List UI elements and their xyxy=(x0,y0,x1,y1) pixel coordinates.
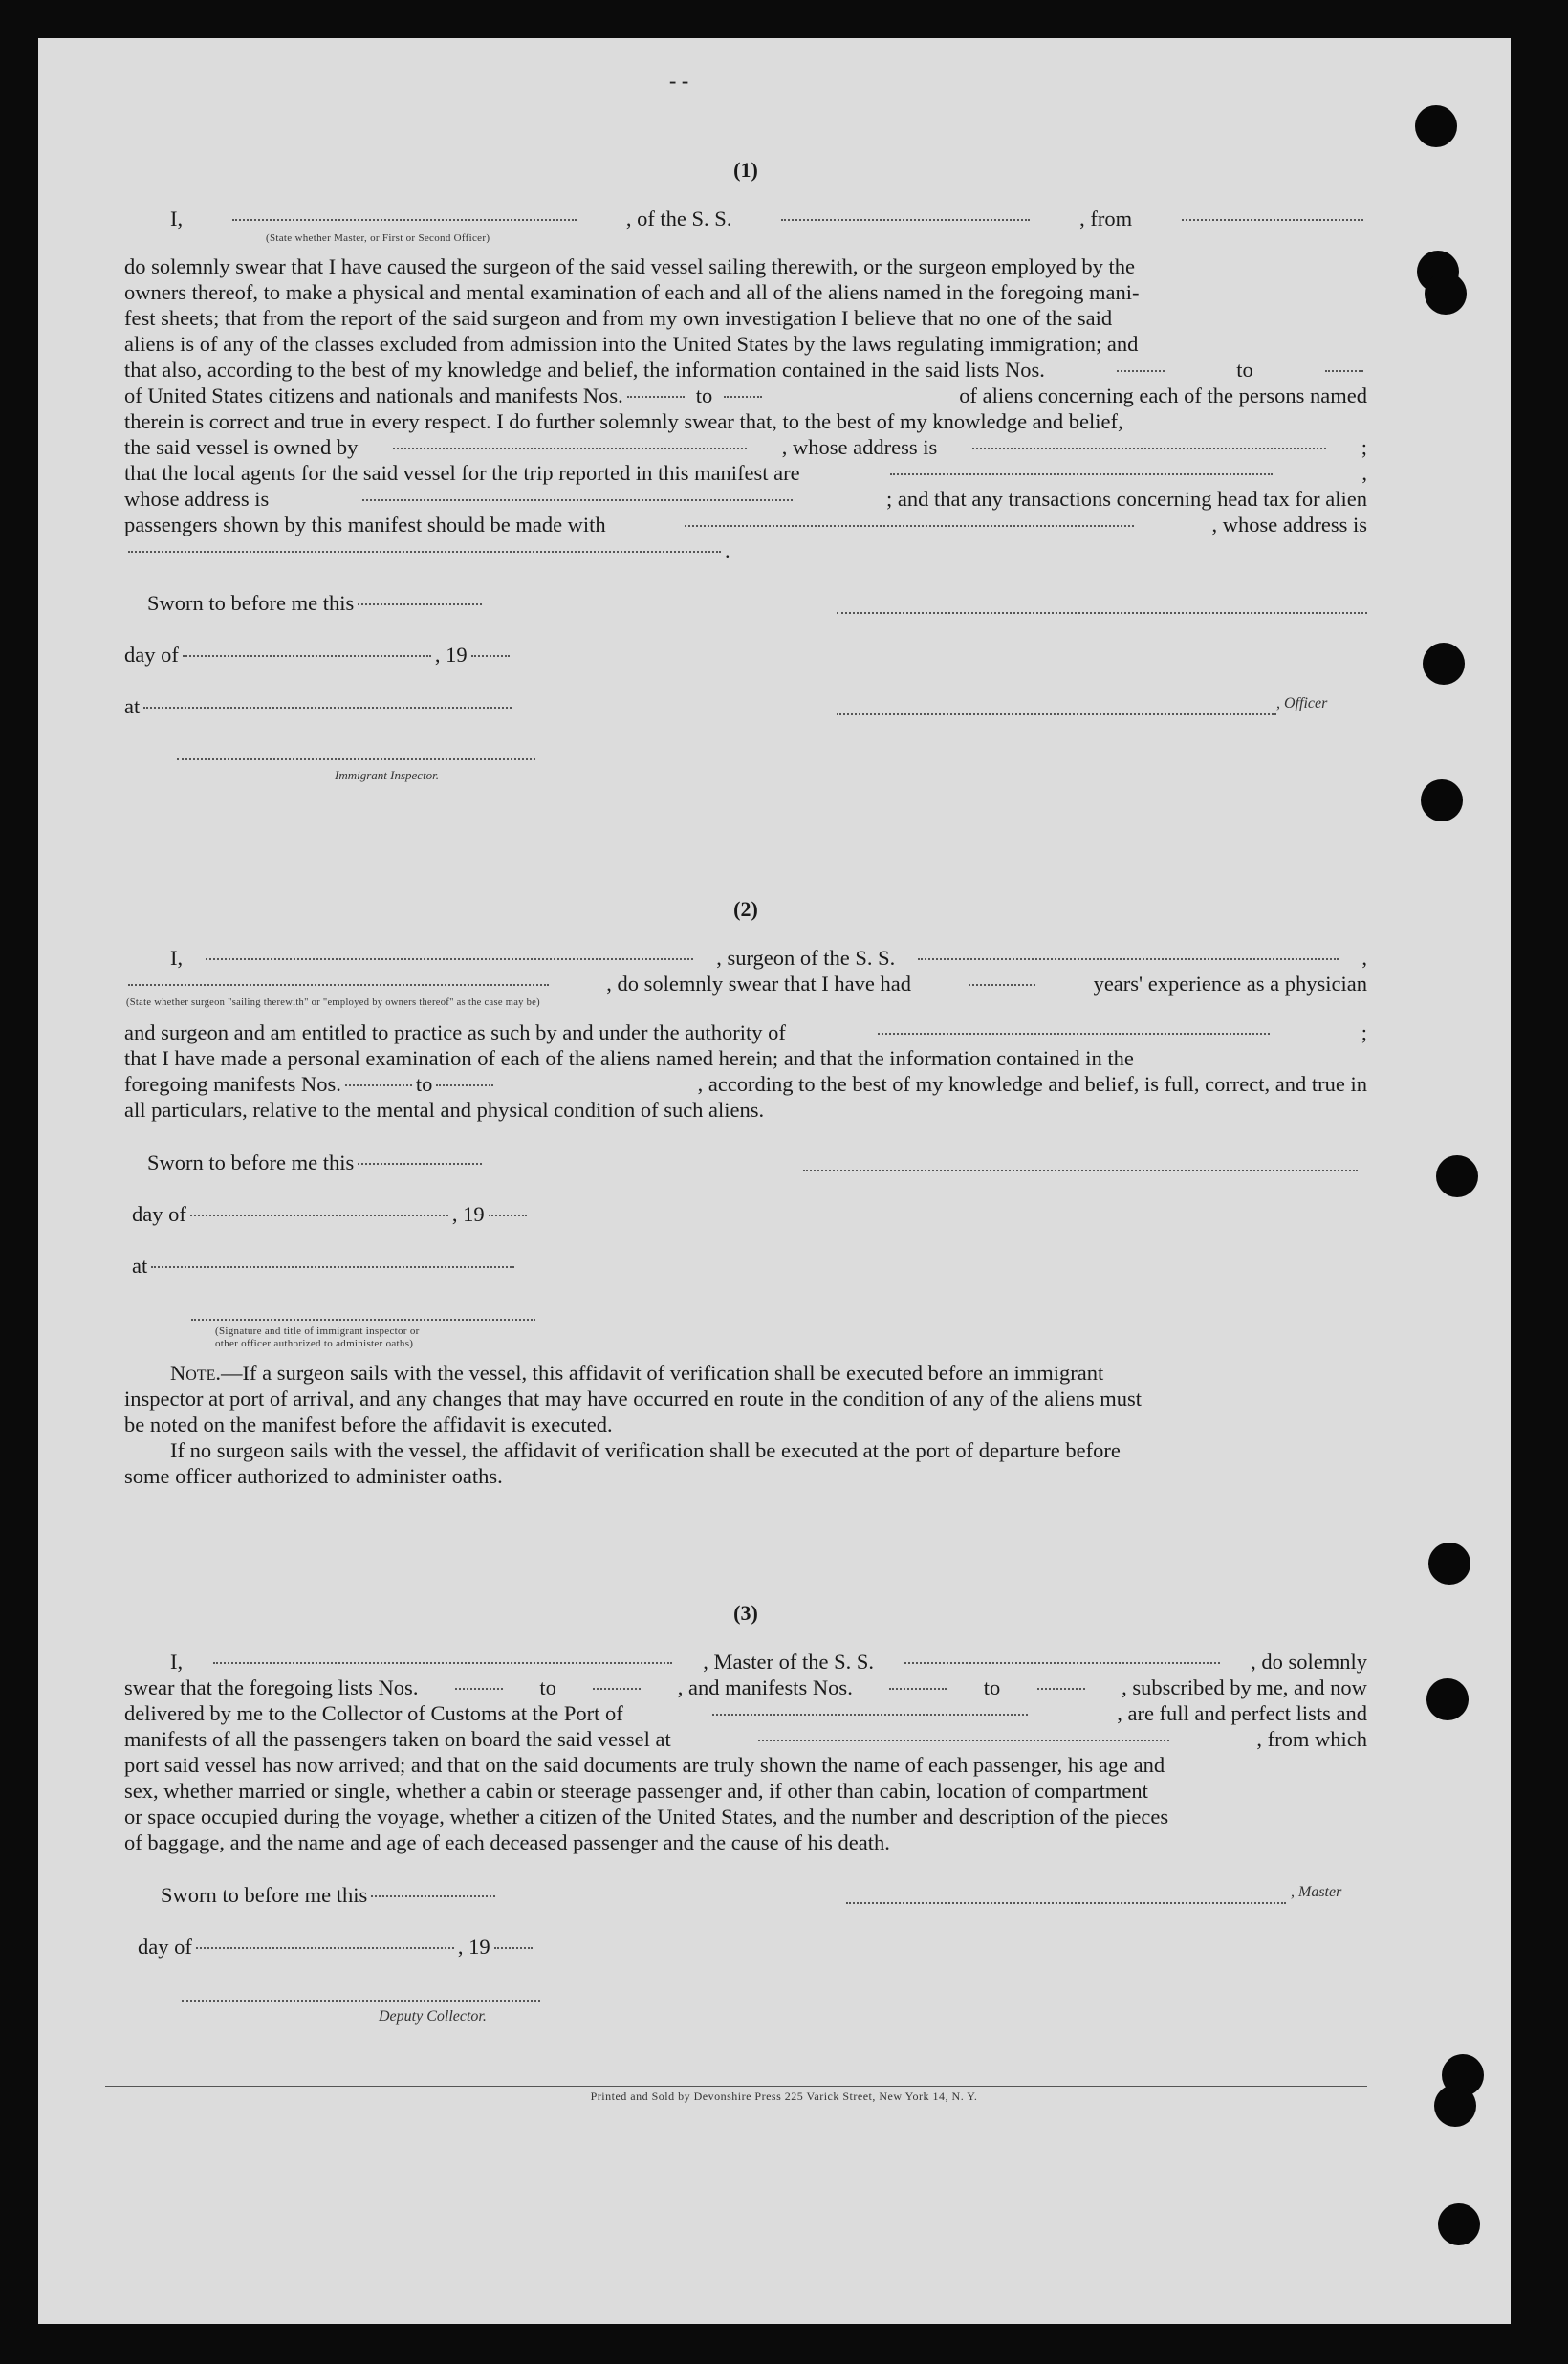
s2-year-field[interactable] xyxy=(489,1214,527,1216)
s2-at-field[interactable] xyxy=(151,1265,514,1268)
lists-to-field[interactable] xyxy=(1325,369,1363,372)
s2-note-line-2: inspector at port of arrival, and any changes that may have occurred en route in the condition of any of the aliens must xyxy=(124,1387,1143,1411)
s1-line-10: that the local agents for the said vessel for the trip reported in this manifest are , xyxy=(124,461,1367,485)
officer-label: , Officer xyxy=(1276,695,1328,711)
s2-note-line-1: Note. —If a surgeon sails with the vessel, this affidavit of verification shall be executed before an immigrant xyxy=(170,1361,1104,1385)
s2-officer-line[interactable] xyxy=(191,1318,535,1321)
s3-line-3: delivered by me to the Collector of Customs at the Port of , are full and perfect lists and xyxy=(124,1701,1367,1725)
head-tax-address-field[interactable] xyxy=(128,550,721,553)
owner-address-field[interactable] xyxy=(972,447,1326,449)
vessel-field[interactable] xyxy=(781,218,1030,221)
s1-line-11: whose address is ; and that any transactions concerning head tax for alien xyxy=(124,487,1367,511)
master-name-field[interactable] xyxy=(213,1661,672,1664)
punch-hole-6 xyxy=(1436,1155,1478,1197)
s1-line-3: owners thereof, to make a physical and mental examination of each and all of the aliens named in the foregoing mani- xyxy=(124,280,1140,304)
s3-line-5: port said vessel has now arrived; and that on the said documents are truly shown the name of each passenger, his age and xyxy=(124,1753,1165,1777)
s2-note: (State whether surgeon "sailing therewith" or "employed by owners thereof" as the case may be) xyxy=(126,997,540,1008)
s2-line-4: that I have made a personal examination of each of the aliens named herein; and that the information contained in the xyxy=(124,1046,1134,1070)
s1-line-8: therein is correct and true in every respect. I do further solemnly swear that, to the best of my knowledge and belief, xyxy=(124,409,1123,433)
s1-line-13: . xyxy=(124,537,1367,563)
s1-day-of: day of , 19 xyxy=(124,642,1367,668)
s1-line-9: the said vessel is owned by , whose address is ; xyxy=(124,435,1367,459)
s2-sworn: Sworn to before me this xyxy=(124,1149,1367,1175)
s1-line-1: I, , of the S. S. , from xyxy=(124,206,1367,231)
master-label: , Master xyxy=(1291,1884,1342,1900)
collector-label: Deputy Collector. xyxy=(379,2008,487,2025)
lists-from-field[interactable] xyxy=(1117,369,1165,372)
s2-day-of: day of , 19 xyxy=(124,1201,1367,1227)
punch-hole-5 xyxy=(1421,779,1463,821)
punch-hole-3 xyxy=(1425,273,1467,315)
surgeon-name-field[interactable] xyxy=(206,957,693,960)
s1-line-12: passengers shown by this manifest should be made with , whose address is xyxy=(124,513,1367,536)
inspector-line[interactable] xyxy=(177,757,535,760)
s2-sig-note-2: other officer authorized to administer oaths) xyxy=(215,1338,414,1349)
s1-sworn: Sworn to before me this xyxy=(124,590,1367,616)
agents-address-field[interactable] xyxy=(362,498,793,501)
s2-line-2: , do solemnly swear that I have had years' experience as a physician xyxy=(124,971,1367,996)
s3-lists-from-field[interactable] xyxy=(455,1687,503,1690)
agents-field[interactable] xyxy=(890,472,1273,475)
printer-imprint: Printed and Sold by Devonshire Press 225 Varick Street, New York 14, N. Y. xyxy=(590,2090,978,2103)
punch-hole-8 xyxy=(1426,1678,1469,1720)
s1-at-field[interactable] xyxy=(143,706,512,709)
s2-signature-line[interactable] xyxy=(803,1169,1358,1171)
name-field[interactable] xyxy=(232,218,577,221)
s2-manifests-to-field[interactable] xyxy=(436,1084,493,1086)
section-1-number: (1) xyxy=(733,158,758,182)
owner-field[interactable] xyxy=(393,447,747,449)
s1-sworn-date-field[interactable] xyxy=(358,602,482,605)
s3-master-line[interactable] xyxy=(846,1901,1286,1904)
s2-line-3: and surgeon and am entitled to practice as such by and under the authority of ; xyxy=(124,1020,1367,1044)
s3-line-7: or space occupied during the voyage, whether a citizen of the United States, and the number and description of the pieces xyxy=(124,1805,1169,1828)
s3-line-8: of baggage, and the name and age of each deceased passenger and the cause of his death. xyxy=(124,1830,890,1854)
s2-line-5: foregoing manifests Nos. to , according to the best of my knowledge and belief, is full, correct, and true in xyxy=(124,1072,1367,1096)
s2-note-line-5: some officer authorized to administer oaths. xyxy=(124,1464,503,1488)
top-mark: - - xyxy=(669,69,689,93)
s1-line-5: aliens is of any of the classes excluded from admission into the United States by the laws regulating immigration; and xyxy=(124,332,1139,356)
inspector-label: Immigrant Inspector. xyxy=(335,768,440,782)
section-3 xyxy=(124,1601,1367,2050)
punch-hole-7 xyxy=(1428,1543,1470,1585)
s2-day-field[interactable] xyxy=(190,1214,448,1216)
s2-at: at xyxy=(124,1253,1367,1279)
punch-hole-4 xyxy=(1423,643,1465,685)
head-tax-field[interactable] xyxy=(685,524,1134,527)
s3-lists-to-field[interactable] xyxy=(593,1687,641,1690)
s2-line-6: all particulars, relative to the mental and physical condition of such aliens. xyxy=(124,1098,765,1122)
surgeon-status-field[interactable] xyxy=(128,983,549,986)
s1-day-field[interactable] xyxy=(183,654,431,657)
s3-day-field[interactable] xyxy=(196,1946,454,1949)
s1-line-6: that also, according to the best of my knowledge and belief, the information contained in the said lists Nos. to xyxy=(124,357,1367,383)
section-1 xyxy=(124,158,1367,808)
master-vessel-field[interactable] xyxy=(904,1661,1220,1664)
s1-year-field[interactable] xyxy=(471,654,510,657)
surgeon-vessel-field[interactable] xyxy=(918,957,1339,960)
s3-line-1: I, , Master of the S. S. , do solemnly xyxy=(170,1650,1367,1674)
authority-field[interactable] xyxy=(878,1032,1270,1035)
s2-note-line-3: be noted on the manifest before the affidavit is executed. xyxy=(124,1412,613,1436)
s3-line-2: swear that the foregoing lists Nos. to , and manifests Nos. to , subscribed by me, and now xyxy=(124,1675,1367,1699)
section-2-number: (2) xyxy=(733,897,758,921)
s1-note: (State whether Master, or First or Second Officer) xyxy=(266,232,490,244)
collector-line[interactable] xyxy=(182,1999,540,2002)
s2-sig-note-1: (Signature and title of immigrant inspector or xyxy=(215,1325,420,1337)
s2-note-line-4: If no surgeon sails with the vessel, the affidavit of verification shall be executed at the port of departure before xyxy=(170,1438,1121,1462)
port-field[interactable] xyxy=(712,1713,1028,1716)
punch-hole-1 xyxy=(1415,105,1457,147)
s2-sworn-date-field[interactable] xyxy=(358,1162,482,1165)
s1-line-2: do solemnly swear that I have caused the surgeon of the said vessel sailing therewith, or the surgeon employed by the xyxy=(124,254,1136,278)
s1-officer-line[interactable] xyxy=(837,712,1276,715)
s1-line-4: fest sheets; that from the report of the said surgeon and from my own investigation I believe that no one of the said xyxy=(124,306,1113,330)
punch-hole-11 xyxy=(1438,2203,1480,2245)
s1-signature-line[interactable] xyxy=(837,611,1367,614)
footer-rule xyxy=(105,2086,1367,2087)
s1-at: at xyxy=(124,693,1367,719)
s3-line-6: sex, whether married or single, whether a cabin or steerage passenger and, if other than cabin, location of compartment xyxy=(124,1779,1148,1803)
s3-sworn: Sworn to before me this xyxy=(124,1882,1367,1908)
s3-year-field[interactable] xyxy=(494,1946,533,1949)
s3-day-of: day of , 19 xyxy=(124,1934,1367,1959)
s3-sworn-date-field[interactable] xyxy=(371,1894,495,1897)
s2-line-1: I, , surgeon of the S. S. , xyxy=(170,946,1367,970)
section-3-number: (3) xyxy=(733,1601,758,1625)
s1-line-7: of United States citizens and nationals and manifests Nos. to of aliens concerning each of the persons named xyxy=(124,383,1367,407)
manifests-from-field[interactable] xyxy=(627,395,685,398)
from-field[interactable] xyxy=(1182,218,1363,221)
section-2 xyxy=(124,897,1367,1509)
years-field[interactable] xyxy=(969,983,1035,986)
manifests-to-field[interactable] xyxy=(724,395,762,398)
s2-manifests-from-field[interactable] xyxy=(345,1084,412,1086)
s3-line-4: manifests of all the passengers taken on board the said vessel at , from which xyxy=(124,1727,1367,1751)
s3-manifests-to-field[interactable] xyxy=(1037,1687,1085,1690)
s3-manifests-from-field[interactable] xyxy=(889,1687,947,1690)
embark-port-field[interactable] xyxy=(758,1739,1169,1741)
